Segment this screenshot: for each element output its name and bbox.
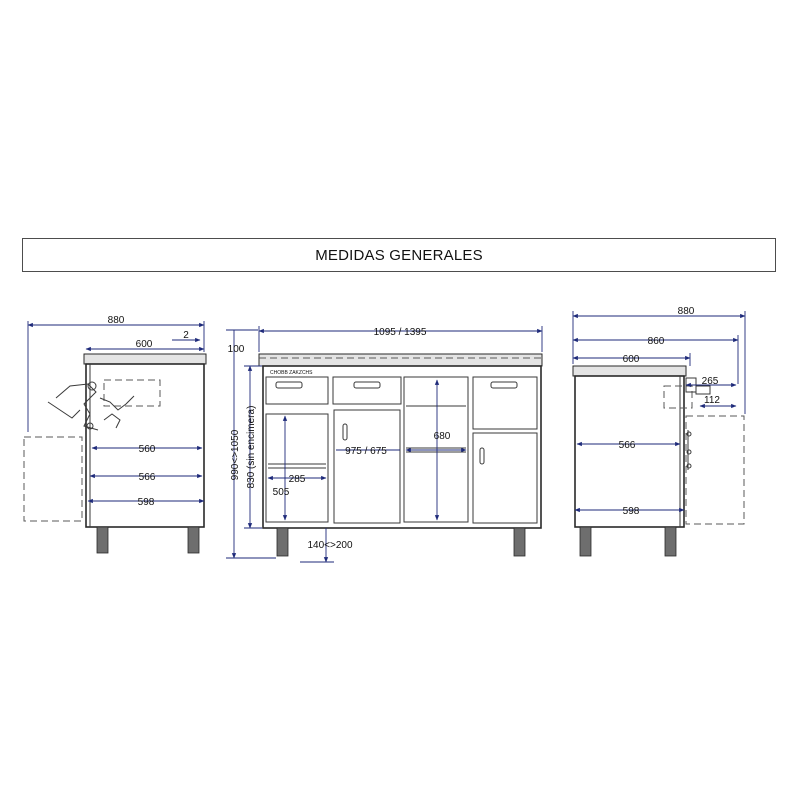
door-right xyxy=(473,433,537,523)
countertop xyxy=(84,354,206,364)
dim-880: 880 xyxy=(107,315,125,326)
door-middle xyxy=(334,410,400,523)
cabinet-body xyxy=(263,366,541,528)
leg xyxy=(665,527,676,556)
cabinet-body xyxy=(575,376,684,527)
dim-legs: 140<>200 xyxy=(307,540,353,551)
dim-285: 285 xyxy=(288,474,306,485)
drawer-2 xyxy=(333,377,401,404)
dim-566: 566 xyxy=(138,472,156,483)
countertop xyxy=(259,354,542,366)
dim-height-no-top: 830 (sin encimera) xyxy=(246,405,257,489)
dim-560: 560 xyxy=(138,444,156,455)
drawer-outline xyxy=(664,386,692,408)
leg xyxy=(580,527,591,556)
dim-680: 680 xyxy=(433,431,451,442)
dim-265: 265 xyxy=(701,376,719,387)
dim-598: 598 xyxy=(137,497,155,508)
dim-880: 880 xyxy=(677,306,695,317)
dim-width: 1095 / 1395 xyxy=(373,327,427,338)
dim-600: 600 xyxy=(622,354,640,365)
dim-598: 598 xyxy=(622,506,640,517)
dim-100: 100 xyxy=(227,344,245,355)
drawer-3 xyxy=(473,377,537,429)
leg xyxy=(277,528,288,556)
dim-height: 990<>1050 xyxy=(230,429,241,481)
door-swing-outline xyxy=(24,437,82,521)
front-view xyxy=(226,326,542,562)
dim-opening: 975 / 675 xyxy=(345,446,387,457)
open-compartment xyxy=(404,377,468,522)
drawer-outline xyxy=(104,380,160,406)
dim-860: 860 xyxy=(647,336,665,347)
dim-2: 2 xyxy=(183,330,189,341)
leg xyxy=(97,527,108,553)
side-view-right xyxy=(573,306,745,556)
drawer-1 xyxy=(266,377,328,404)
dim-112: 112 xyxy=(704,395,720,406)
leg xyxy=(188,527,199,553)
dim-505: 505 xyxy=(272,487,290,498)
side-view-left xyxy=(24,315,206,553)
brand-label: CHOBB ZAKZCHS xyxy=(270,370,313,376)
dim-600: 600 xyxy=(135,339,153,350)
dim-566: 566 xyxy=(618,440,636,451)
page-title: MEDIDAS GENERALES xyxy=(315,246,483,264)
door-swing-outline xyxy=(686,416,744,524)
leg xyxy=(514,528,525,556)
countertop xyxy=(573,366,686,376)
